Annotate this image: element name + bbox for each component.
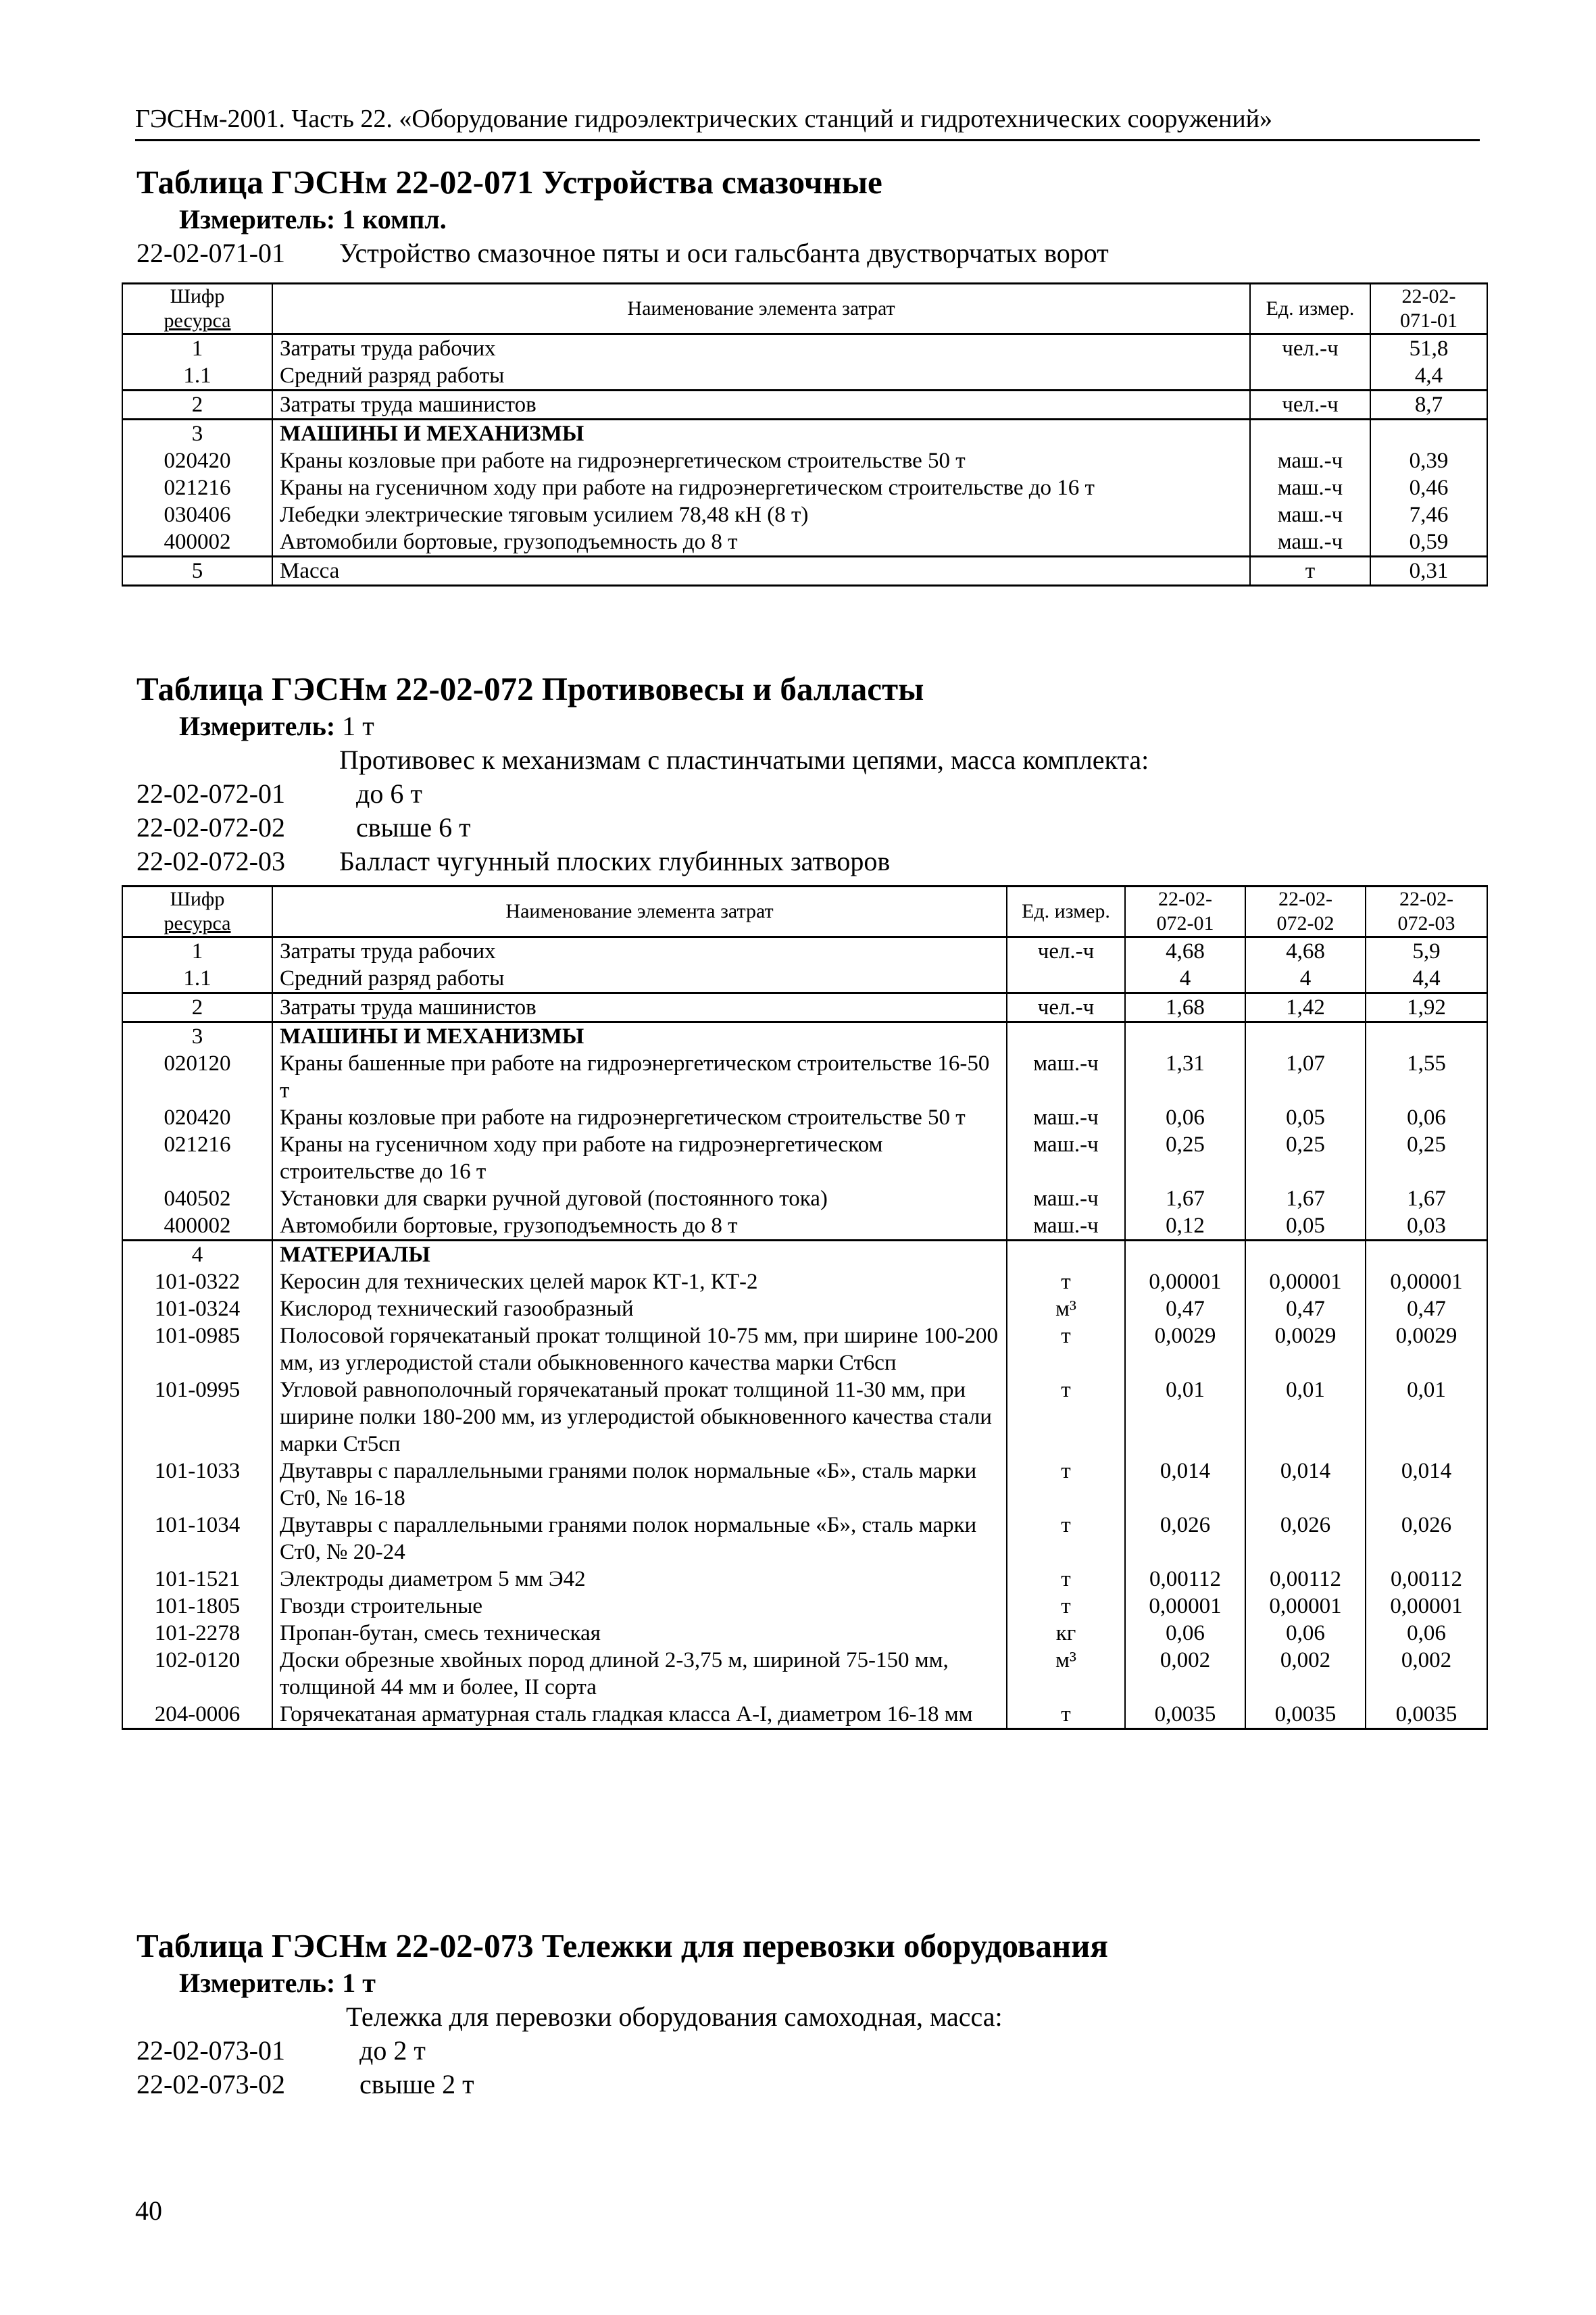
norm-value <box>1245 1022 1366 1051</box>
cost-item-name: Лебедки электрические тяговым усилием 78,48 кН (8 т) <box>272 501 1250 528</box>
resource-code: 101-0995 <box>122 1376 272 1458</box>
cost-item-name: Краны козловые при работе на гидроэнергетическом строительстве 50 т <box>272 1104 1007 1131</box>
norm-value: 0,00001 <box>1245 1593 1366 1620</box>
norm-value: 0,31 <box>1370 557 1487 586</box>
norm-value: 0,00001 <box>1366 1593 1487 1620</box>
cost-item-name: Затраты труда машинистов <box>272 391 1250 420</box>
table-row <box>122 1620 1487 1647</box>
norm-value: 0,00001 <box>1245 1268 1366 1295</box>
col-header-norm-l2: 072-03 <box>1397 912 1455 935</box>
cost-item-name: Краны на гусеничном ходу при работе на гидроэнергетическом строительстве до 16 т <box>272 1131 1007 1185</box>
table-row <box>122 501 1487 528</box>
meter-label: Измеритель: <box>179 711 336 741</box>
unit-cell: маш.-ч <box>1250 501 1370 528</box>
col-header-norm-1 <box>1125 887 1245 937</box>
cost-item-name: Краны башенные при работе на гидроэнергетическом строительстве 16-50 т <box>272 1050 1007 1104</box>
norm-value: 0,06 <box>1245 1620 1366 1647</box>
resource-code: 1 <box>122 937 272 966</box>
norm-code: 22-02-072-03 <box>136 846 285 876</box>
norm-value <box>1125 1022 1245 1051</box>
col-header-norm-l1: 22-02- <box>1158 888 1212 910</box>
unit-cell: маш.-ч <box>1250 447 1370 474</box>
norm-value: 0,47 <box>1245 1295 1366 1322</box>
resource-code: 204-0006 <box>122 1701 272 1729</box>
table-row <box>122 528 1487 557</box>
norm-value: 0,00112 <box>1245 1566 1366 1593</box>
unit-cell <box>1007 965 1125 993</box>
unit-cell: т <box>1007 1566 1125 1593</box>
norm-value: 0,03 <box>1366 1212 1487 1241</box>
norm-value <box>1370 420 1487 448</box>
table-072-meter <box>179 710 1487 743</box>
unit-cell <box>1007 1022 1125 1051</box>
col-header-norm-l2: 072-01 <box>1156 912 1214 935</box>
norm-desc: свыше 2 т <box>359 2069 474 2099</box>
norm-value: 0,47 <box>1366 1295 1487 1322</box>
norm-desc: до 6 т <box>356 778 422 809</box>
cost-item-name: Пропан-бутан, смесь техническая <box>272 1620 1007 1647</box>
meter-value: 1 т <box>342 711 374 741</box>
norm-value <box>1366 1241 1487 1269</box>
resource-code: 101-1521 <box>122 1566 272 1593</box>
cost-item-name: Гвозди строительные <box>272 1593 1007 1620</box>
table-row <box>122 1131 1487 1185</box>
norm-intro <box>122 743 1487 777</box>
unit-cell: чел.-ч <box>1007 993 1125 1022</box>
unit-cell: маш.-ч <box>1250 528 1370 557</box>
unit-cell <box>1250 362 1370 391</box>
table-073-section <box>122 1926 1487 2101</box>
norm-value: 5,9 <box>1366 937 1487 966</box>
unit-cell: т <box>1007 1322 1125 1376</box>
unit-cell: маш.-ч <box>1250 474 1370 501</box>
table-073-meter <box>179 1966 1487 2000</box>
resource-code: 020120 <box>122 1050 272 1104</box>
cost-item-name: Автомобили бортовые, грузоподъемность до 8 т <box>272 1212 1007 1241</box>
cost-item-name: Затраты труда рабочих <box>272 937 1007 966</box>
table-row <box>122 474 1487 501</box>
norm-value: 1,07 <box>1245 1050 1366 1104</box>
col-header-unit: Ед. измер. <box>1007 887 1125 937</box>
norm-intro-text: Тележка для перевозки оборудования самоходная, масса: <box>346 2001 1003 2032</box>
norm-value: 0,00112 <box>1125 1566 1245 1593</box>
col-header-norm-l1: 22-02- <box>1278 888 1332 910</box>
cost-item-name: Затраты труда машинистов <box>272 993 1007 1022</box>
unit-cell: маш.-ч <box>1007 1104 1125 1131</box>
norm-desc: Устройство смазочное пяты и оси гальсбанта двустворчатых ворот <box>339 238 1109 268</box>
norm-value: 0,25 <box>1125 1131 1245 1185</box>
resource-code: 1 <box>122 334 272 363</box>
norm-value: 0,39 <box>1370 447 1487 474</box>
resource-code: 101-0324 <box>122 1295 272 1322</box>
table-072-section <box>122 669 1487 1730</box>
norm-line <box>122 2034 1487 2068</box>
norm-value <box>1125 1241 1245 1269</box>
norm-value: 0,05 <box>1245 1104 1366 1131</box>
meter-value: 1 компл. <box>342 204 447 234</box>
cost-item-name: Средний разряд работы <box>272 362 1250 391</box>
table-row <box>122 1701 1487 1729</box>
norm-value: 1,42 <box>1245 993 1366 1022</box>
unit-cell <box>1007 1241 1125 1269</box>
unit-cell: т <box>1007 1376 1125 1458</box>
col-header-norm-3 <box>1366 887 1487 937</box>
cost-item-name: Двутавры с параллельными гранями полок нормальные «Б», сталь марки Ст0, № 16-18 <box>272 1458 1007 1512</box>
cost-item-name: Средний разряд работы <box>272 965 1007 993</box>
unit-cell: т <box>1007 1458 1125 1512</box>
norm-value: 0,002 <box>1245 1647 1366 1701</box>
table-row <box>122 1050 1487 1104</box>
table-row <box>122 391 1487 420</box>
table-072-title: Таблица ГЭСНм 22-02-072 Противовесы и балласты <box>136 670 924 707</box>
resource-code: 2 <box>122 993 272 1022</box>
resource-code: 3 <box>122 420 272 448</box>
norm-value: 0,014 <box>1245 1458 1366 1512</box>
cost-item-name: Доски обрезные хвойных пород длиной 2-3,75 м, шириной 75-150 мм, толщиной 44 мм и более, II сорта <box>272 1647 1007 1701</box>
table-row <box>122 447 1487 474</box>
meter-label: Измеритель: <box>179 204 336 234</box>
norm-value: 1,67 <box>1245 1185 1366 1212</box>
norm-value <box>1245 1241 1366 1269</box>
resource-code: 020420 <box>122 1104 272 1131</box>
unit-cell: чел.-ч <box>1250 334 1370 363</box>
norm-value: 0,06 <box>1125 1104 1245 1131</box>
unit-cell: т <box>1007 1268 1125 1295</box>
table-071-meter <box>179 203 1487 237</box>
resource-code: 4 <box>122 1241 272 1269</box>
cost-item-name: Двутавры с параллельными гранями полок нормальные «Б», сталь марки Ст0, № 20-24 <box>272 1512 1007 1566</box>
cost-item-name: Горячекатаная арматурная сталь гладкая класса А-I, диаметром 16-18 мм <box>272 1701 1007 1729</box>
resource-code: 3 <box>122 1022 272 1051</box>
unit-cell <box>1250 420 1370 448</box>
norm-value: 0,00001 <box>1125 1268 1245 1295</box>
table-header-row <box>122 887 1487 937</box>
table-row <box>122 1322 1487 1376</box>
norm-value: 4,4 <box>1370 362 1487 391</box>
norm-desc: Балласт чугунный плоских глубинных затворов <box>339 846 891 876</box>
table-row <box>122 1022 1487 1051</box>
norm-value <box>1366 1022 1487 1051</box>
col-header-norm <box>1370 284 1487 334</box>
norm-value: 0,46 <box>1370 474 1487 501</box>
norm-value: 1,92 <box>1366 993 1487 1022</box>
unit-cell: т <box>1007 1512 1125 1566</box>
col-header-code-l2: ресурса <box>164 309 231 332</box>
norm-value: 4,68 <box>1245 937 1366 966</box>
table-row <box>122 1458 1487 1512</box>
unit-cell: т <box>1007 1593 1125 1620</box>
cost-item-name: МАШИНЫ И МЕХАНИЗМЫ <box>272 420 1250 448</box>
table-row <box>122 993 1487 1022</box>
unit-cell: т <box>1250 557 1370 586</box>
norm-value: 0,06 <box>1125 1620 1245 1647</box>
resource-code: 101-1033 <box>122 1458 272 1512</box>
col-header-norm-l1: 22-02- <box>1401 285 1456 307</box>
norm-value: 0,06 <box>1366 1104 1487 1131</box>
norm-value: 0,0029 <box>1125 1322 1245 1376</box>
resource-code: 101-2278 <box>122 1620 272 1647</box>
page-number: 40 <box>135 2195 162 2226</box>
resource-code: 030406 <box>122 501 272 528</box>
norm-value: 0,25 <box>1245 1131 1366 1185</box>
norm-value: 0,01 <box>1245 1376 1366 1458</box>
norm-value: 0,47 <box>1125 1295 1245 1322</box>
norm-value: 0,0029 <box>1245 1322 1366 1376</box>
cost-item-name: МАШИНЫ И МЕХАНИЗМЫ <box>272 1022 1007 1051</box>
norm-value: 0,002 <box>1366 1647 1487 1701</box>
norm-intro-text: Противовес к механизмам с пластинчатыми цепями, масса комплекта: <box>339 745 1149 775</box>
resource-code: 5 <box>122 557 272 586</box>
norm-value: 0,59 <box>1370 528 1487 557</box>
norm-line <box>122 777 1487 811</box>
unit-cell: м³ <box>1007 1295 1125 1322</box>
norm-value: 1,31 <box>1125 1050 1245 1104</box>
cost-item-name: Установки для сварки ручной дуговой (постоянного тока) <box>272 1185 1007 1212</box>
col-header-code-l1: Шифр <box>170 285 225 307</box>
norm-value: 0,014 <box>1125 1458 1245 1512</box>
table-071-section <box>122 162 1487 587</box>
unit-cell: м³ <box>1007 1647 1125 1701</box>
col-header-code <box>122 284 272 334</box>
norm-value: 1,68 <box>1125 993 1245 1022</box>
unit-cell: маш.-ч <box>1007 1185 1125 1212</box>
norm-value: 0,002 <box>1125 1647 1245 1701</box>
norm-intro <box>122 2000 1487 2034</box>
resource-code: 2 <box>122 391 272 420</box>
unit-cell: маш.-ч <box>1007 1212 1125 1241</box>
resource-code: 101-1805 <box>122 1593 272 1620</box>
col-header-norm-2 <box>1245 887 1366 937</box>
norm-value: 0,014 <box>1366 1458 1487 1512</box>
col-header-name: Наименование элемента затрат <box>272 284 1250 334</box>
norm-line <box>122 811 1487 845</box>
cost-item-name: Электроды диаметром 5 мм Э42 <box>272 1566 1007 1593</box>
unit-cell: маш.-ч <box>1007 1131 1125 1185</box>
resource-code: 020420 <box>122 447 272 474</box>
norm-value: 1,55 <box>1366 1050 1487 1104</box>
norm-value: 0,00001 <box>1125 1593 1245 1620</box>
norm-value: 1,67 <box>1125 1185 1245 1212</box>
resource-code: 400002 <box>122 528 272 557</box>
table-header-row <box>122 284 1487 334</box>
cost-item-name: Краны козловые при работе на гидроэнергетическом строительстве 50 т <box>272 447 1250 474</box>
cost-item-name: Кислород технический газообразный <box>272 1295 1007 1322</box>
meter-value: 1 т <box>342 1968 376 1998</box>
cost-item-name: Масса <box>272 557 1250 586</box>
table-row <box>122 937 1487 966</box>
unit-cell: кг <box>1007 1620 1125 1647</box>
norm-value: 4 <box>1245 965 1366 993</box>
norm-value: 0,05 <box>1245 1212 1366 1241</box>
cost-item-name: МАТЕРИАЛЫ <box>272 1241 1007 1269</box>
norm-value: 0,026 <box>1245 1512 1366 1566</box>
resource-code: 040502 <box>122 1185 272 1212</box>
table-row <box>122 1241 1487 1269</box>
col-header-norm-l2: 072-02 <box>1276 912 1335 935</box>
norm-value: 0,00112 <box>1366 1566 1487 1593</box>
cost-item-name: Угловой равнополочный горячекатаный прокат толщиной 11-30 мм, при ширине полки 180-200 мм, из углеродистой обыкновенного качества стали марки Ст5сп <box>272 1376 1007 1458</box>
resource-code: 102-0120 <box>122 1647 272 1701</box>
norm-desc: свыше 6 т <box>356 812 471 843</box>
norm-value: 0,0035 <box>1366 1701 1487 1729</box>
table-row <box>122 1104 1487 1131</box>
table-071 <box>122 282 1488 587</box>
norm-value: 8,7 <box>1370 391 1487 420</box>
norm-value: 1,67 <box>1366 1185 1487 1212</box>
table-row <box>122 420 1487 448</box>
norm-value: 4,68 <box>1125 937 1245 966</box>
norm-line <box>122 845 1487 878</box>
table-row <box>122 965 1487 993</box>
norm-code: 22-02-072-01 <box>136 778 285 809</box>
norm-value: 0,06 <box>1366 1620 1487 1647</box>
meter-label: Измеритель: <box>179 1968 336 1998</box>
col-header-norm-l1: 22-02- <box>1399 888 1453 910</box>
unit-cell: т <box>1007 1701 1125 1729</box>
norm-code: 22-02-072-02 <box>136 812 285 843</box>
table-row <box>122 1512 1487 1566</box>
cost-item-name: Затраты труда рабочих <box>272 334 1250 363</box>
resource-code: 101-1034 <box>122 1512 272 1566</box>
norm-value: 0,0035 <box>1125 1701 1245 1729</box>
norm-value: 0,026 <box>1366 1512 1487 1566</box>
cost-item-name: Краны на гусеничном ходу при работе на гидроэнергетическом строительстве до 16 т <box>272 474 1250 501</box>
col-header-code-l1: Шифр <box>170 888 225 910</box>
table-072 <box>122 885 1488 1730</box>
resource-code: 400002 <box>122 1212 272 1241</box>
table-row <box>122 334 1487 363</box>
norm-value: 0,25 <box>1366 1131 1487 1185</box>
table-073-title: Таблица ГЭСНм 22-02-073 Тележки для перевозки оборудования <box>136 1927 1108 1964</box>
table-row <box>122 1212 1487 1241</box>
norm-desc: до 2 т <box>359 2035 426 2066</box>
cost-item-name: Керосин для технических целей марок КТ-1, КТ-2 <box>272 1268 1007 1295</box>
unit-cell: маш.-ч <box>1007 1050 1125 1104</box>
norm-code: 22-02-073-02 <box>136 2069 285 2099</box>
unit-cell: чел.-ч <box>1250 391 1370 420</box>
resource-code: 021216 <box>122 1131 272 1185</box>
norm-value: 4 <box>1125 965 1245 993</box>
norm-line <box>122 237 1487 270</box>
table-071-title: Таблица ГЭСНм 22-02-071 Устройства смазочные <box>136 164 882 201</box>
col-header-name: Наименование элемента затрат <box>272 887 1007 937</box>
resource-code: 101-0322 <box>122 1268 272 1295</box>
running-header: ГЭСНм-2001. Часть 22. «Оборудование гидроэлектрических станций и гидротехнических сооружений» <box>135 101 1480 141</box>
col-header-norm-l2: 071-01 <box>1400 309 1457 332</box>
norm-value: 0,01 <box>1366 1376 1487 1458</box>
col-header-code-l2: ресурса <box>164 912 231 935</box>
unit-cell: чел.-ч <box>1007 937 1125 966</box>
cost-item-name: Полосовой горячекатаный прокат толщиной 10-75 мм, при ширине 100-200 мм, из углеродистой стали обыкновенного качества марки Ст6сп <box>272 1322 1007 1376</box>
table-row <box>122 1185 1487 1212</box>
col-header-unit: Ед. измер. <box>1250 284 1370 334</box>
norm-value: 0,01 <box>1125 1376 1245 1458</box>
resource-code: 1.1 <box>122 965 272 993</box>
table-row <box>122 1376 1487 1458</box>
norm-value: 0,12 <box>1125 1212 1245 1241</box>
table-row <box>122 1593 1487 1620</box>
table-row <box>122 1566 1487 1593</box>
table-row <box>122 1295 1487 1322</box>
norm-code: 22-02-073-01 <box>136 2035 285 2066</box>
col-header-code <box>122 887 272 937</box>
resource-code: 021216 <box>122 474 272 501</box>
norm-value: 0,0035 <box>1245 1701 1366 1729</box>
resource-code: 1.1 <box>122 362 272 391</box>
table-row <box>122 1647 1487 1701</box>
norm-value: 7,46 <box>1370 501 1487 528</box>
norm-line <box>122 2068 1487 2101</box>
norm-code: 22-02-071-01 <box>136 238 285 268</box>
cost-item-name: Автомобили бортовые, грузоподъемность до 8 т <box>272 528 1250 557</box>
resource-code: 101-0985 <box>122 1322 272 1376</box>
norm-value: 0,00001 <box>1366 1268 1487 1295</box>
table-row <box>122 1268 1487 1295</box>
norm-value: 51,8 <box>1370 334 1487 363</box>
norm-value: 0,026 <box>1125 1512 1245 1566</box>
table-row <box>122 557 1487 586</box>
norm-value: 0,0029 <box>1366 1322 1487 1376</box>
table-row <box>122 362 1487 391</box>
norm-value: 4,4 <box>1366 965 1487 993</box>
